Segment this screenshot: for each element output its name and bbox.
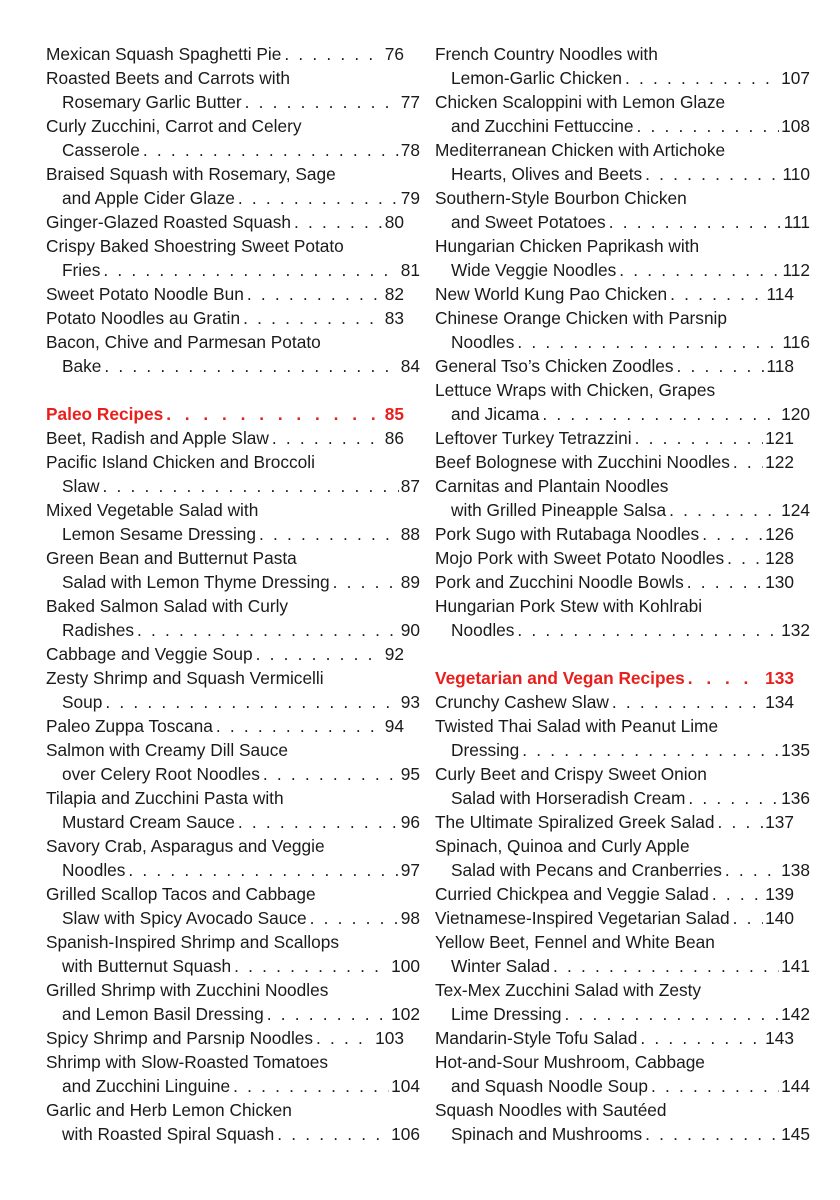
toc-entry <box>435 378 810 426</box>
toc-entry <box>435 570 794 594</box>
toc-entry <box>435 714 810 762</box>
toc-entry-title: Winter Salad <box>451 956 550 976</box>
toc-page-number: 100 <box>391 956 420 976</box>
toc-entry <box>435 1050 810 1098</box>
dot-leader <box>522 738 779 762</box>
toc-page-number: 79 <box>400 188 420 208</box>
toc-entry <box>435 234 810 282</box>
dot-leader <box>245 90 399 114</box>
toc-entry-title: Pork and Zucchini Noodle Bowls <box>435 572 684 592</box>
dot-leader <box>256 642 383 666</box>
toc-page-number: 97 <box>400 860 420 880</box>
dot-leader <box>609 210 782 234</box>
toc-entry <box>435 90 810 138</box>
toc-page-number: 82 <box>384 284 404 304</box>
toc-entry-title: Curly Beet and Crispy Sweet Onion <box>435 764 707 784</box>
dot-leader <box>517 330 780 354</box>
toc-entry-title: with Roasted Spiral Squash <box>62 1124 275 1144</box>
dot-leader <box>619 258 780 282</box>
toc-entry-title: Baked Salmon Salad with Curly <box>46 596 289 616</box>
dot-leader <box>651 1074 779 1098</box>
toc-entry-title: with Butternut Squash <box>62 956 232 976</box>
toc-entry <box>46 450 420 498</box>
toc-page-number: 89 <box>400 572 420 592</box>
toc-entry <box>435 546 794 570</box>
toc-entry-title: Lemon Sesame Dressing <box>62 524 257 544</box>
toc-entry-title: Chinese Orange Chicken with Parsnip <box>435 308 728 328</box>
toc-entry-title: Radishes <box>62 620 135 640</box>
toc-entry-title: Ginger-Glazed Roasted Squash <box>46 212 291 232</box>
toc-entry-title: Cabbage and Veggie Soup <box>46 644 253 664</box>
dot-leader <box>104 354 398 378</box>
toc-entry-title: Lime Dressing <box>451 1004 562 1024</box>
dot-leader <box>517 618 779 642</box>
toc-entry <box>435 426 794 450</box>
toc-page-number: 110 <box>782 164 810 184</box>
toc-page-number: 98 <box>400 908 420 928</box>
toc-entry-title: Pork Sugo with Rutabaga Noodles <box>435 524 700 544</box>
dot-leader <box>310 906 399 930</box>
toc-entry-title: Tex-Mex Zucchini Salad with Zesty <box>435 980 702 1000</box>
toc-entry <box>435 306 810 354</box>
toc-page-number: 103 <box>375 1028 404 1048</box>
toc-entry-title: Hearts, Olives and Beets <box>451 164 643 184</box>
toc-page-number: 80 <box>384 212 404 232</box>
toc-entry-title: New World Kung Pao Chicken <box>435 284 668 304</box>
dot-leader <box>284 42 382 66</box>
toc-entry <box>435 978 810 1026</box>
dot-leader <box>243 306 383 330</box>
toc-entry <box>435 186 810 234</box>
toc-page-number: 137 <box>765 812 794 832</box>
dot-leader <box>263 762 399 786</box>
dot-leader <box>238 810 399 834</box>
toc-entry <box>46 114 420 162</box>
toc-entry-title: The Ultimate Spiralized Greek Salad <box>435 812 715 832</box>
toc-entry <box>435 810 794 834</box>
toc-entry-title: Mojo Pork with Sweet Potato Noodles <box>435 548 725 568</box>
toc-entry <box>435 282 794 306</box>
toc-entry <box>46 714 404 738</box>
toc-entry-title: Beet, Radish and Apple Slaw <box>46 428 269 448</box>
toc-entry-title: Soup <box>62 692 103 712</box>
toc-entry-title: Garlic and Herb Lemon Chicken <box>46 1100 292 1120</box>
toc-entry <box>46 1098 420 1146</box>
toc-entry-title: Hungarian Pork Stew with Kohlrabi <box>435 596 703 616</box>
toc-entry-title: Paleo Recipes <box>46 404 164 424</box>
toc-entry-title: Twisted Thai Salad with Peanut Lime <box>435 716 719 736</box>
toc-page-number: 120 <box>781 404 810 424</box>
toc-entry-title: Potato Noodles au Gratin <box>46 308 241 328</box>
dot-leader <box>564 1002 779 1026</box>
toc-entry <box>46 546 420 594</box>
toc-entry-title: Lettuce Wraps with Chicken, Grapes <box>435 380 716 400</box>
toc-entry-title: Green Bean and Butternut Pasta <box>46 548 297 568</box>
dot-leader <box>733 450 763 474</box>
toc-page-number: 90 <box>400 620 420 640</box>
dot-leader <box>137 618 399 642</box>
toc-entry-title: Spinach, Quinoa and Curly Apple <box>435 836 690 856</box>
toc-entry <box>435 882 794 906</box>
toc-entry-title: and Apple Cider Glaze <box>62 188 235 208</box>
toc-page-number: 77 <box>400 92 420 112</box>
toc-entry-title: Mexican Squash Spaghetti Pie <box>46 44 282 64</box>
toc-entry-title: French Country Noodles with <box>435 44 658 64</box>
toc-page-number: 81 <box>400 260 420 280</box>
toc-entry-title: Shrimp with Slow-Roasted Tomatoes <box>46 1052 329 1072</box>
section-spacer <box>435 642 794 666</box>
toc-entry <box>46 738 420 786</box>
toc-page-number: 112 <box>782 260 810 280</box>
dot-leader <box>645 162 780 186</box>
toc-entry-title: Grilled Shrimp with Zucchini Noodles <box>46 980 329 1000</box>
toc-entry-title: and Squash Noodle Soup <box>451 1076 648 1096</box>
dot-leader <box>733 906 764 930</box>
toc-entry <box>46 42 404 66</box>
toc-entry <box>46 1026 404 1050</box>
toc-entry <box>435 354 794 378</box>
toc-page-number: 121 <box>765 428 794 448</box>
dot-leader <box>247 282 383 306</box>
toc-page-number: 135 <box>781 740 810 760</box>
toc-page-number: 140 <box>765 908 794 928</box>
toc-entry <box>435 594 810 642</box>
toc-entry <box>46 930 420 978</box>
toc-page-number: 132 <box>781 620 810 640</box>
toc-entry-title: Mandarin-Style Tofu Salad <box>435 1028 638 1048</box>
toc-entry-title: Noodles <box>451 332 515 352</box>
toc-entry <box>46 162 420 210</box>
toc-entry-title: Tilapia and Zucchini Pasta with <box>46 788 284 808</box>
toc-column-right <box>435 42 810 1146</box>
dot-leader <box>542 402 779 426</box>
toc-page-number: 133 <box>765 668 794 688</box>
toc-entry-title: Rosemary Garlic Butter <box>62 92 242 112</box>
toc-section-heading <box>435 666 794 690</box>
toc-entry-title: Crispy Baked Shoestring Sweet Potato <box>46 236 344 256</box>
toc-entry-title: Salad with Pecans and Cranberries <box>451 860 722 880</box>
toc-entry <box>46 666 420 714</box>
toc-page-number: 144 <box>781 1076 810 1096</box>
toc-page-number: 138 <box>781 860 810 880</box>
toc-entry-title: Yellow Beet, Fennel and White Bean <box>435 932 715 952</box>
toc-page-number: 88 <box>400 524 420 544</box>
toc-entry-title: Vegetarian and Vegan Recipes <box>435 668 685 688</box>
toc-entry <box>435 1026 794 1050</box>
toc-page-number: 136 <box>781 788 810 808</box>
dot-leader <box>128 858 398 882</box>
toc-page-number: 83 <box>384 308 404 328</box>
toc-entry <box>435 834 810 882</box>
toc-entry <box>46 882 420 930</box>
toc-entry-title: Dressing <box>451 740 520 760</box>
toc-entry <box>46 282 404 306</box>
toc-entry-title: Hungarian Chicken Paprikash with <box>435 236 700 256</box>
toc-entry <box>435 762 810 810</box>
toc-page-number: 93 <box>400 692 420 712</box>
dot-leader <box>640 1026 763 1050</box>
dot-leader <box>143 138 399 162</box>
dot-leader <box>553 954 779 978</box>
toc-entry <box>435 474 810 522</box>
toc-entry-title: Crunchy Cashew Slaw <box>435 692 609 712</box>
dot-leader <box>688 786 779 810</box>
dot-leader <box>645 1122 779 1146</box>
toc-entry-title: with Grilled Pineapple Salsa <box>451 500 667 520</box>
dot-leader <box>103 258 398 282</box>
toc-page-number: 139 <box>765 884 794 904</box>
toc-entry-title: Casserole <box>62 140 140 160</box>
toc-entry <box>46 1050 420 1098</box>
toc-entry-title: Savory Crab, Asparagus and Veggie <box>46 836 325 856</box>
toc-entry-title: and Sweet Potatoes <box>451 212 606 232</box>
toc-page-number: 106 <box>391 1124 420 1144</box>
toc-entry-title: Mediterranean Chicken with Artichoke <box>435 140 726 160</box>
toc-page-number: 128 <box>765 548 794 568</box>
toc-entry <box>435 450 794 474</box>
toc-entry-title: Braised Squash with Rosemary, Sage <box>46 164 336 184</box>
toc-page-number: 116 <box>782 332 810 352</box>
toc-entry-title: Chicken Scaloppini with Lemon Glaze <box>435 92 726 112</box>
dot-leader <box>637 114 780 138</box>
toc-page-number: 84 <box>400 356 420 376</box>
toc-page-number: 78 <box>400 140 420 160</box>
toc-entry <box>46 834 420 882</box>
toc-page-number: 92 <box>384 644 404 664</box>
toc-entry-title: Spinach and Mushrooms <box>451 1124 643 1144</box>
toc-entry <box>46 66 420 114</box>
toc-page-number: 142 <box>781 1004 810 1024</box>
dot-leader <box>105 690 398 714</box>
toc-entry-title: Carnitas and Plantain Noodles <box>435 476 669 496</box>
dot-leader <box>233 1074 389 1098</box>
section-spacer <box>46 378 404 402</box>
toc-page-number: 76 <box>384 44 404 64</box>
toc-page-number: 141 <box>781 956 810 976</box>
toc-entry-title: Spanish-Inspired Shrimp and Scallops <box>46 932 339 952</box>
toc-entry <box>46 786 420 834</box>
toc-entry-title: Southern-Style Bourbon Chicken <box>435 188 687 208</box>
dot-leader <box>259 522 399 546</box>
dot-leader <box>272 426 383 450</box>
toc-entry-title: Leftover Turkey Tetrazzini <box>435 428 632 448</box>
toc-entry-title: Wide Veggie Noodles <box>451 260 617 280</box>
toc-page-number: 126 <box>765 524 794 544</box>
toc-entry-title: Noodles <box>62 860 126 880</box>
dot-leader <box>670 282 764 306</box>
toc-page-number: 124 <box>781 500 810 520</box>
toc-entry-title: Salmon with Creamy Dill Sauce <box>46 740 289 760</box>
dot-leader <box>277 1122 389 1146</box>
toc-page-number: 87 <box>400 476 420 496</box>
toc-page-number: 143 <box>765 1028 794 1048</box>
toc-entry-title: Roasted Beets and Carrots with <box>46 68 290 88</box>
toc-page-number: 85 <box>384 404 404 424</box>
toc-entry-title: Squash Noodles with Sautéed <box>435 1100 667 1120</box>
toc-entry-title: Beef Bolognese with Zucchini Noodles <box>435 452 730 472</box>
toc-page-number: 108 <box>781 116 810 136</box>
dot-leader <box>635 426 764 450</box>
toc-page-number: 102 <box>391 1004 420 1024</box>
dot-leader <box>718 810 764 834</box>
toc-entry-title: Grilled Scallop Tacos and Cabbage <box>46 884 316 904</box>
toc-entry-title: Salad with Lemon Thyme Dressing <box>62 572 330 592</box>
toc-page-number: 122 <box>765 452 794 472</box>
toc-page-number: 134 <box>765 692 794 712</box>
toc-entry <box>435 138 810 186</box>
toc-entry-title: and Zucchini Fettuccine <box>451 116 634 136</box>
dot-leader <box>687 570 763 594</box>
toc-entry-title: and Jicama <box>451 404 540 424</box>
toc-entry-title: Mustard Cream Sauce <box>62 812 235 832</box>
toc-page-number: 94 <box>384 716 404 736</box>
dot-leader <box>166 402 383 426</box>
toc-page-number: 95 <box>400 764 420 784</box>
toc-entry <box>435 1098 810 1146</box>
toc-entry-title: and Lemon Basil Dressing <box>62 1004 264 1024</box>
toc-entry <box>435 522 794 546</box>
toc-entry <box>46 330 420 378</box>
toc-page-number: 107 <box>781 68 810 88</box>
toc-entry-title: Slaw <box>62 476 100 496</box>
toc-entry-title: Lemon-Garlic Chicken <box>451 68 622 88</box>
toc-entry-title: Slaw with Spicy Avocado Sauce <box>62 908 307 928</box>
toc-entry-title: Fries <box>62 260 101 280</box>
dot-leader <box>102 474 398 498</box>
toc-entry-title: Noodles <box>451 620 515 640</box>
toc-entry <box>435 42 810 90</box>
dot-leader <box>688 666 763 690</box>
toc-entry-title: Pacific Island Chicken and Broccoli <box>46 452 315 472</box>
dot-leader <box>234 954 389 978</box>
dot-leader <box>294 210 383 234</box>
toc-column-left <box>46 42 420 1146</box>
toc-entry <box>46 306 404 330</box>
toc-page-number: 86 <box>384 428 404 448</box>
dot-leader <box>677 354 765 378</box>
toc-entry <box>46 234 420 282</box>
dot-leader <box>333 570 399 594</box>
toc-entry-title: Mixed Vegetable Salad with <box>46 500 259 520</box>
toc-page-number: 104 <box>391 1076 420 1096</box>
toc-page-number: 130 <box>765 572 794 592</box>
toc-entry <box>46 978 420 1026</box>
toc-page-number: 145 <box>781 1124 810 1144</box>
toc-entry-title: General Tso’s Chicken Zoodles <box>435 356 674 376</box>
toc-entry <box>46 426 404 450</box>
toc-entry-title: Hot-and-Sour Mushroom, Cabbage <box>435 1052 705 1072</box>
toc-entry-title: Bacon, Chive and Parmesan Potato <box>46 332 321 352</box>
dot-leader <box>727 546 763 570</box>
toc-entry-title: Sweet Potato Noodle Bun <box>46 284 244 304</box>
dot-leader <box>712 882 763 906</box>
toc-entry-title: Zesty Shrimp and Squash Vermicelli <box>46 668 324 688</box>
toc-entry-title: over Celery Root Noodles <box>62 764 260 784</box>
toc-entry <box>46 594 420 642</box>
dot-leader <box>612 690 763 714</box>
toc-entry <box>46 210 404 234</box>
toc-entry <box>46 642 404 666</box>
toc-page-number: 96 <box>400 812 420 832</box>
toc-entry <box>435 930 810 978</box>
toc-entry-title: Vietnamese-Inspired Vegetarian Salad <box>435 908 730 928</box>
toc-section-heading <box>46 402 404 426</box>
toc-entry-title: Curried Chickpea and Veggie Salad <box>435 884 709 904</box>
dot-leader <box>702 522 763 546</box>
toc-entry-title: Paleo Zuppa Toscana <box>46 716 213 736</box>
toc-page-number: 111 <box>783 212 810 232</box>
toc-page-number: 118 <box>766 356 794 376</box>
toc-entry <box>435 690 794 714</box>
dot-leader <box>316 1026 373 1050</box>
toc-entry <box>435 906 794 930</box>
toc-entry-title: Curly Zucchini, Carrot and Celery <box>46 116 302 136</box>
toc-entry <box>46 498 420 546</box>
toc-entry-title: Spicy Shrimp and Parsnip Noodles <box>46 1028 314 1048</box>
toc-entry-title: Salad with Horseradish Cream <box>451 788 686 808</box>
dot-leader <box>625 66 779 90</box>
dot-leader <box>725 858 779 882</box>
dot-leader <box>267 1002 389 1026</box>
toc-page-number: 114 <box>766 284 794 304</box>
toc-entry-title: and Zucchini Linguine <box>62 1076 231 1096</box>
toc-entry-title: Bake <box>62 356 102 376</box>
dot-leader <box>216 714 383 738</box>
dot-leader <box>669 498 779 522</box>
dot-leader <box>238 186 399 210</box>
